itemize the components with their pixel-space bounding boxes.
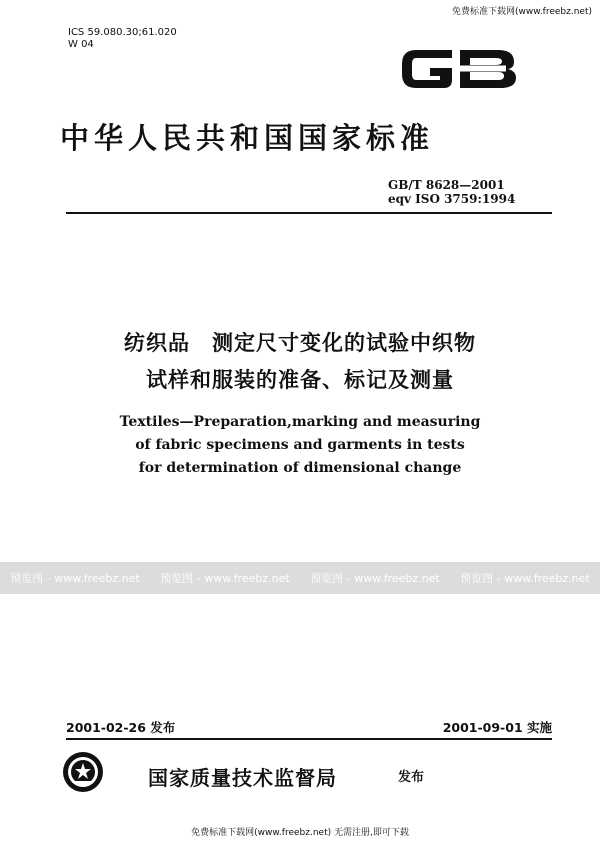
watermark-band <box>0 562 600 594</box>
ics-classification <box>68 27 177 51</box>
standard-code <box>388 178 515 206</box>
national-emblem-icon <box>62 751 104 793</box>
watermark-text: 预览图 - www.freebz.net <box>310 572 440 585</box>
standard-number: GB/T 8628—2001 <box>388 178 505 192</box>
watermark-text: 预览图 - www.freebz.net <box>460 572 590 585</box>
header-divider <box>66 212 552 214</box>
english-title-line2: of fabric specimens and garments in tests <box>135 437 465 453</box>
watermark-text: 预览图 - www.freebz.net <box>10 572 140 585</box>
issuing-authority: 国家质量技术监督局 <box>148 766 337 790</box>
dates-row <box>66 718 552 736</box>
chinese-title-line1: 纺织品 测定尺寸变化的试验中织物 <box>124 331 476 355</box>
issue-date: 2001-02-26 发布 <box>66 720 176 735</box>
footer-note: 免费标准下载网(www.freebz.net) 无需注册,即可下载 <box>191 828 409 838</box>
english-title-line1: Textiles—Preparation,marking and measuring <box>119 414 481 430</box>
footer-divider <box>66 738 552 740</box>
ccs-code: W 04 <box>68 39 94 50</box>
national-standard-title: 中华人民共和国国家标准 <box>60 121 435 155</box>
implementation-date: 2001-09-01 实施 <box>442 720 552 735</box>
chinese-title-line2: 试样和服装的准备、标记及测量 <box>146 368 454 392</box>
issue-label: 发布 <box>398 770 425 785</box>
english-title-line3: for determination of dimensional change <box>138 460 462 476</box>
site-note: 免费标准下载网(www.freebz.net) <box>452 7 592 17</box>
gb-logo <box>394 38 522 100</box>
ics-code: ICS 59.080.30;61.020 <box>68 27 177 38</box>
iso-equivalence: eqv ISO 3759:1994 <box>388 192 516 206</box>
watermark-text: 预览图 - www.freebz.net <box>160 572 290 585</box>
